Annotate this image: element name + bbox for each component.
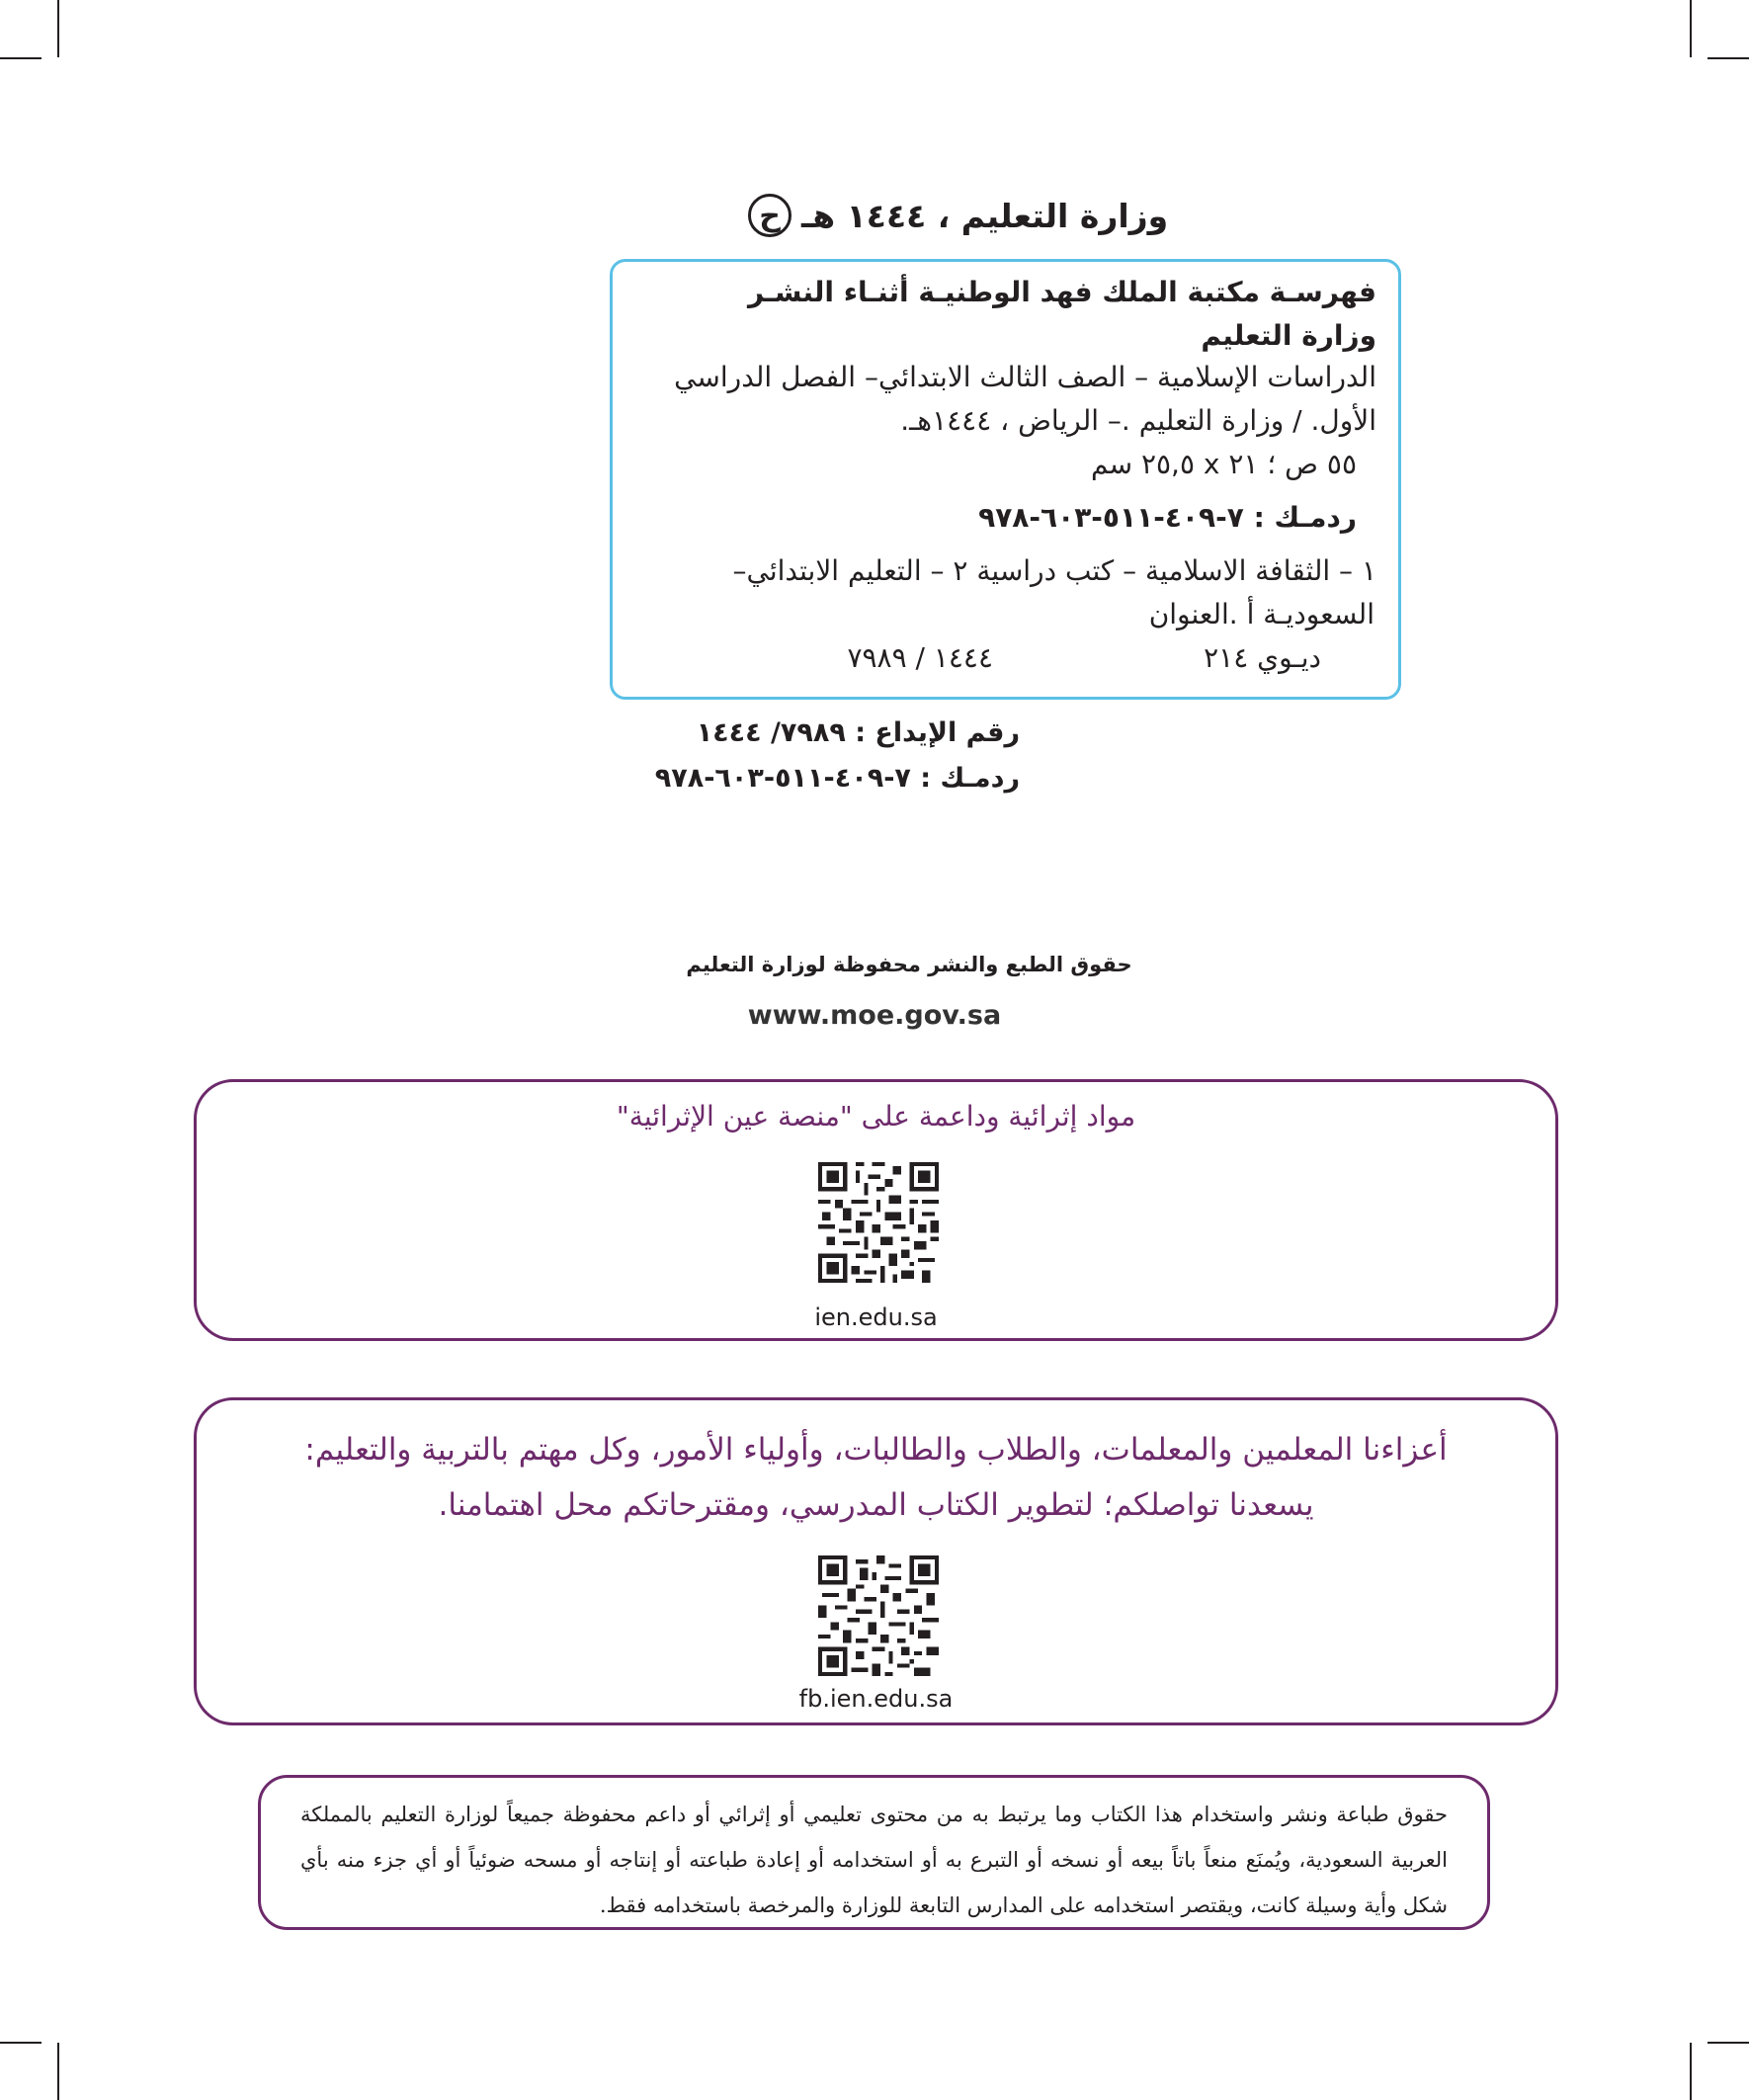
feedback-box — [194, 1397, 1558, 1725]
crop-mark — [1690, 0, 1692, 57]
qr-url[interactable]: ien.edu.sa — [814, 1303, 938, 1331]
catalog-dewey: ديـوي ٢١٤ — [1204, 641, 1321, 674]
enrichment-title: مواد إثرائية وداعمة على "منصة عين الإثرائية" — [616, 1100, 1136, 1133]
catalog-subjects: ١ – الثقافة الاسلامية – كتب دراسية ٢ – التعليم الابتدائي– — [732, 554, 1376, 587]
enrichment-box — [194, 1079, 1558, 1341]
crop-mark — [57, 0, 59, 57]
catalog-line: الدراسات الإسلامية – الصف الثالث الابتدائي– الفصل الدراسي — [674, 361, 1376, 393]
crop-mark — [1690, 2043, 1692, 2100]
copyright-line: وزارة التعليم ، ١٤٤٤ هـ — [801, 196, 1169, 235]
qr-url[interactable]: fb.ien.edu.sa — [798, 1685, 954, 1713]
copyright-header — [748, 194, 1440, 237]
feedback-line: يسعدنا تواصلكم؛ لتطوير الكتاب المدرسي، ومقترحاتكم محل اهتمامنا. — [438, 1487, 1314, 1523]
rights-reserved: حقوق الطبع والنشر محفوظة لوزارة التعليم — [686, 953, 1132, 976]
catalog-deposit-ref: ١٤٤٤ / ٧٩٨٩ — [847, 641, 993, 674]
website-link[interactable]: www.moe.gov.sa — [747, 1000, 1002, 1031]
catalog-line: الأول. / وزارة التعليم .– الرياض ، ١٤٤٤هـ. — [900, 404, 1376, 437]
deposit-number: رقم الإيداع : ٧٩٨٩/ ١٤٤٤ — [696, 717, 1020, 748]
crop-mark — [57, 2043, 59, 2100]
catalog-title: فهرسـة مكتبة الملك فهد الوطنيـة أثنـاء النشـر — [747, 276, 1376, 308]
legal-notice-box — [258, 1775, 1490, 1930]
crop-mark — [1707, 2042, 1749, 2044]
catalog-author: وزارة التعليم — [1201, 319, 1376, 352]
isbn-line: ردمـك : ٧-٤٠٩-٥١١-٦٠٣-٩٧٨ — [654, 763, 1020, 794]
feedback-line: أعزاءنا المعلمين والمعلمات، والطلاب والطالبات، وأولياء الأمور، وكل مهتم بالتربية والتعليم: — [304, 1432, 1448, 1468]
qr-code-icon[interactable] — [818, 1162, 939, 1283]
copyright-symbol-icon: ح — [748, 194, 791, 237]
catalog-card — [610, 259, 1401, 700]
crop-mark — [1707, 57, 1749, 59]
catalog-line: ٥٥ ص ؛ ٢١ x ٢٥,٥ سم — [1090, 448, 1357, 480]
qr-code-icon[interactable] — [818, 1555, 939, 1676]
catalog-isbn: ردمـك : ٧-٤٠٩-٥١١-٦٠٣-٩٧٨ — [978, 501, 1357, 534]
legal-notice: حقوق طباعة ونشر واستخدام هذا الكتاب وما يرتبط به من محتوى تعليمي أو إثرائي أو داعم محفوظة جميعاً لوزارة التعليم بالمملكة العربية السعودية، ويُمنَع منعاً باتاً بيعه أو نسخه أو التبرع به أو استخدامه أو إعادة طباعته أو إنتاجه أو مسحه ضوئياً أو أي جزء منه بأي شكل وأية وسيلة كانت، ويقتصر استخدامه على المدارس التابعة للوزارة والمرخصة باستخدامه فقط. — [300, 1803, 1448, 1917]
crop-mark — [0, 57, 42, 59]
crop-mark — [0, 2042, 42, 2044]
catalog-subjects: السعوديـة أ .العنوان — [1148, 598, 1374, 630]
